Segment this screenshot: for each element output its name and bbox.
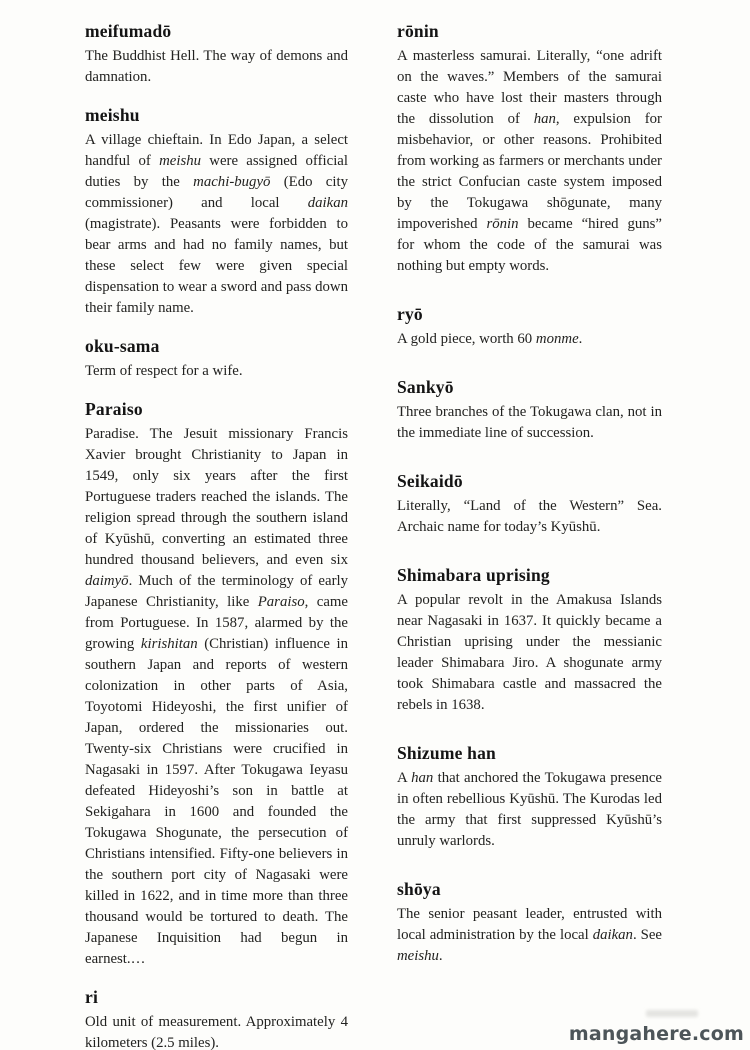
- entry-body: Old unit of measurement. Approximately 4 kilometers (2.5 miles).: [85, 1014, 348, 1050]
- entry-body: The Buddhist Hell. The way of demons and damnation.: [85, 48, 348, 85]
- entry-body: A masterless samurai. Literally, “one adrift on the waves.” Members of the samurai caste who have lost their masters through the dissolution of han, expulsion for misbehavior, or other reasons. Prohibited from working as farmers or merchants under the strict Confucian caste system imposed by the Tokugawa shōgunate, many impoverished rōnin became “hired guns” for whom the code of the samurai was nothing but empty words.: [397, 48, 662, 274]
- right-column: [397, 20, 662, 967]
- entry-headword: shōya: [397, 879, 441, 899]
- entry-headword: rōnin: [397, 21, 439, 41]
- entry-headword: meishu: [85, 105, 140, 125]
- entry-body: Three branches of the Tokugawa clan, not in the immediate line of succession.: [397, 404, 662, 441]
- left-column: [85, 20, 348, 1050]
- watermark-ghost: [646, 1010, 698, 1017]
- glossary-entry: [397, 878, 662, 967]
- glossary-entry: [397, 303, 662, 350]
- entry-headword: Seikaidō: [397, 471, 463, 491]
- entry-headword: Shizume han: [397, 743, 496, 763]
- glossary-entry: [397, 564, 662, 716]
- entry-headword: meifumadō: [85, 21, 172, 41]
- entry-headword: Shimabara uprising: [397, 565, 550, 585]
- glossary-entry: [397, 20, 662, 277]
- entry-body: A popular revolt in the Amakusa Islands near Nagasaki in 1637. It quickly became a Christian uprising under the messianic leader Shimabara Jiro. A shogunate army took Shimabara castle and massacred the rebels in 1638.: [397, 592, 662, 713]
- entry-headword: Paraiso: [85, 399, 143, 419]
- glossary-entry: [85, 986, 348, 1050]
- glossary-entry: [85, 20, 348, 88]
- watermark: mangahere.com: [568, 1023, 744, 1045]
- entry-headword: ri: [85, 987, 99, 1007]
- entry-headword: Sankyō: [397, 377, 454, 397]
- entry-body: The senior peasant leader, entrusted with local administration by the local daikan. See meishu.: [397, 906, 662, 964]
- entry-body: Paradise. The Jesuit missionary Francis Xavier brought Christianity to Japan in 1549, only six years after the first Portuguese traders reached the islands. The religion spread through the southern island of Kyūshū, converting an estimated three hundred thousand believers, and even six daimyō. Much of the terminology of early Japanese Christianity, like Paraiso, came from Portuguese. In 1587, alarmed by the growing kirishitan (Christian) influence in southern Japan and reports of western colonization in other parts of Asia, Toyotomi Hideyoshi, the first unifier of Japan, ordered the missionaries out. Twenty-six Christians were crucified in Nagasaki in 1597. After Tokugawa Ieyasu defeated Hideyoshi’s son in battle at Sekigahara in 1600 and founded the Tokugawa Shogunate, the persecution of Christians intensified. Fifty-one believers in the southern port city of Nagasaki were killed in 1622, and in time more than three thousand would be tortured to death. The Japanese Inquisition had begun in earnest.…: [85, 426, 348, 967]
- glossary-entry: [85, 398, 348, 970]
- glossary-entry: [85, 104, 348, 319]
- glossary-entry: [397, 742, 662, 852]
- entry-headword: ryō: [397, 304, 423, 324]
- glossary-entry: [397, 470, 662, 538]
- glossary-entry: [397, 376, 662, 444]
- entry-body: Literally, “Land of the Western” Sea. Archaic name for today’s Kyūshū.: [397, 498, 662, 535]
- entry-body: Term of respect for a wife.: [85, 363, 243, 379]
- entry-headword: oku-sama: [85, 336, 160, 356]
- entry-body: A village chieftain. In Edo Japan, a select handful of meishu were assigned official duties by the machi-bugyō (Edo city commissioner) and local daikan (magistrate). Peasants were forbidden to bear arms and had no family names, but these select few were given special dispensation to wear a sword and pass down their family name.: [85, 132, 348, 316]
- entry-body: A han that anchored the Tokugawa presence in often rebellious Kyūshū. The Kurodas led the army that first suppressed Kyūshū’s unruly warlords.: [397, 770, 662, 849]
- glossary-entry: [85, 335, 348, 382]
- entry-body: A gold piece, worth 60 monme.: [397, 331, 583, 347]
